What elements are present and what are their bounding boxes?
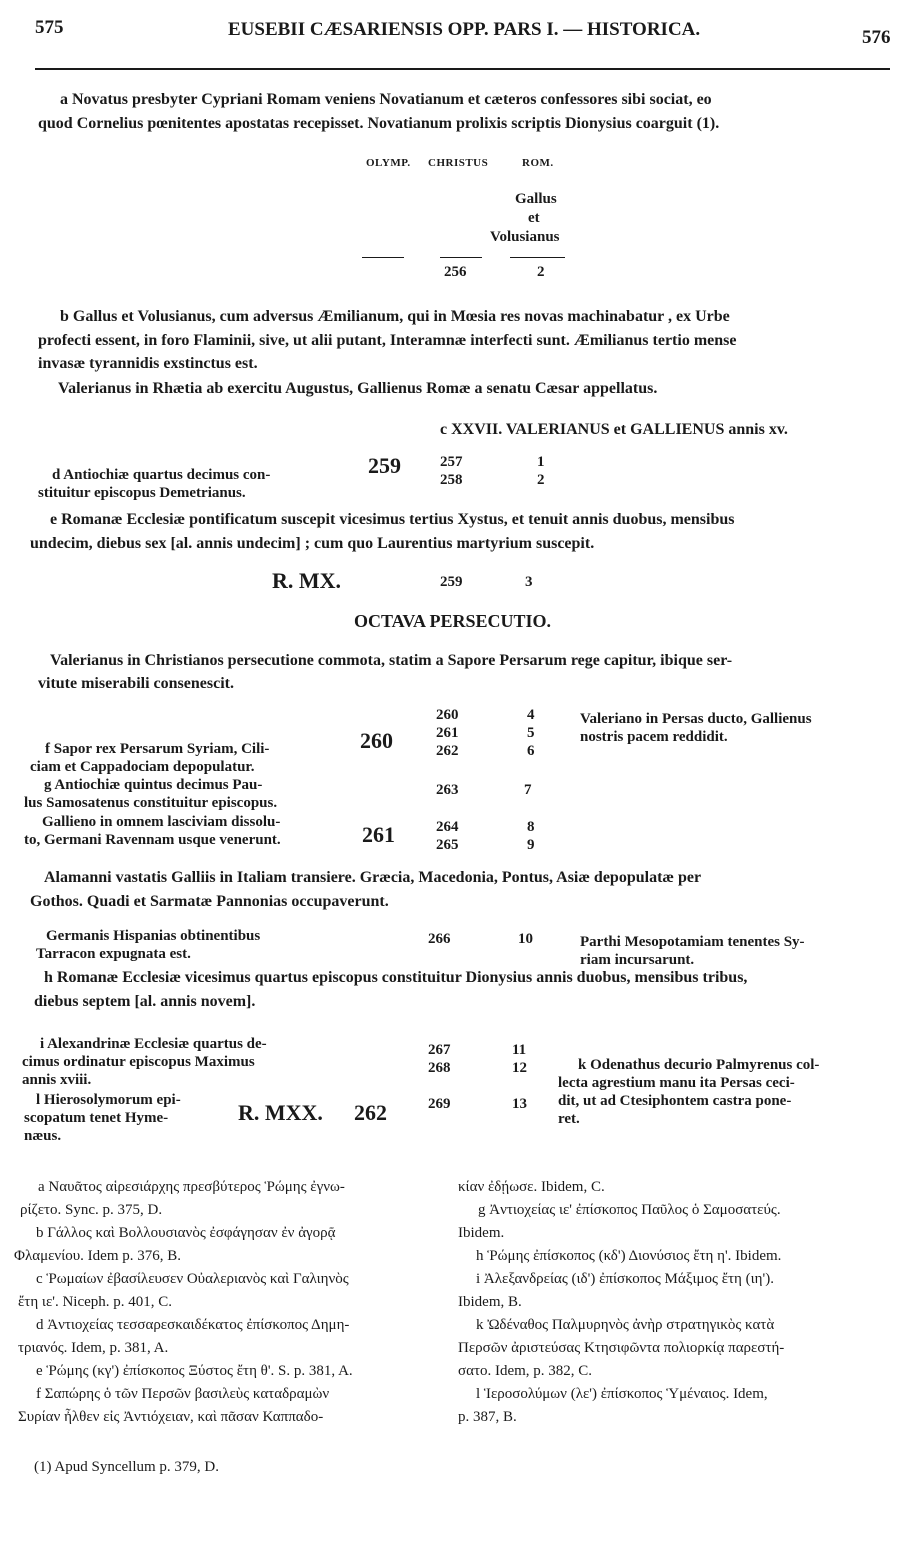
para-d-line-1: d Antiochiæ quartus decimus con- xyxy=(52,467,271,483)
year-christus: 264 xyxy=(436,819,459,835)
footnote-left-line: Συρίαν ἦλθεν εἰς Ἀντιόχειαν, καὶ πᾶσαν Καππαδο- xyxy=(18,1409,324,1425)
footnote-right-line: p. 387, B. xyxy=(458,1409,517,1425)
year-christus: 262 xyxy=(436,743,459,759)
year-christus: 265 xyxy=(436,837,459,853)
para-f-line-2: ciam et Cappadociam depopulatur. xyxy=(30,759,255,775)
para-alamanni-line-1: Alamanni vastatis Galliis in Italiam transiere. Græcia, Macedonia, Pontus, Asiæ depopulatæ per xyxy=(44,869,702,886)
year-rom: 13 xyxy=(512,1096,527,1112)
footnote-left-line: Φλαμενίου. Idem p. 376, B. xyxy=(14,1248,182,1264)
year-christus: 258 xyxy=(440,472,463,488)
footnote-left-line: b Γάλλος καὶ Βολλουσιανὸς ἐσφάγησαν ἐν ἀγορᾷ xyxy=(36,1225,336,1241)
footnote-right-line: i Ἀλεξανδρείας (ιδ') ἐπίσκοπος Μάξιμος ἔτη (ιη'). xyxy=(476,1271,774,1287)
year-rom: 6 xyxy=(527,743,535,759)
page-number-left: 575 xyxy=(35,17,64,38)
para-e-line-2: undecim, diebus sex [al. annis undecim] ; cum quo Laurentius martyrium suscepit. xyxy=(30,535,595,552)
year-rom: 11 xyxy=(512,1042,527,1058)
para-h-line-2: diebus septem [al. annis novem]. xyxy=(34,993,256,1010)
para-germani-line-2: Tarracon expugnata est. xyxy=(36,946,191,962)
dash-olymp xyxy=(362,257,404,258)
para-a-line-1: a Novatus presbyter Cypriani Romam veniens Novatianum et cæteros confessores sibi sociat, eo xyxy=(60,91,712,108)
gallus-line-3: Volusianus xyxy=(490,229,560,245)
valeriano-note-line-2: nostris pacem reddidit. xyxy=(580,729,728,745)
footnote-left-line: ἔτη ιε'. Niceph. p. 401, C. xyxy=(18,1294,173,1310)
year-christus: 266 xyxy=(428,931,451,947)
olymp-259: 259 xyxy=(368,453,401,478)
para-k-line-3: dit, ut ad Ctesiphontem castra pone- xyxy=(558,1093,792,1109)
footnote-right-line: Ibidem, B. xyxy=(458,1294,522,1310)
para-k-line-1: k Odenathus decurio Palmyrenus col- xyxy=(578,1057,820,1073)
year-rom: 12 xyxy=(512,1060,527,1076)
year-rom: 8 xyxy=(527,819,535,835)
year-christus: 267 xyxy=(428,1042,451,1058)
column-olymp: OLYMP. xyxy=(366,157,411,169)
year-rom: 9 xyxy=(527,837,535,853)
footnote-right-line: κίαν ἐδῄωσε. Ibidem, C. xyxy=(458,1179,605,1195)
footnote-left-line: ρίζετο. Sync. p. 375, D. xyxy=(20,1202,163,1218)
para-persecutio-line-2: vitute miserabili consenescit. xyxy=(38,675,234,692)
olymp-262: 262 xyxy=(354,1100,387,1125)
para-gallieno-line-1: Gallieno in omnem lasciviam dissolu- xyxy=(42,814,281,830)
year-rom: 10 xyxy=(518,931,533,947)
para-f-line-1: f Sapor rex Persarum Syriam, Cili- xyxy=(45,741,270,757)
year-rom: 3 xyxy=(525,574,533,590)
dash-rom xyxy=(510,257,565,258)
parthi-note-line-1: Parthi Mesopotamiam tenentes Sy- xyxy=(580,934,805,950)
year-rom: 4 xyxy=(527,707,535,723)
dash-christus xyxy=(440,257,482,258)
para-germani-line-1: Germanis Hispanias obtinentibus xyxy=(46,928,261,944)
footnote-left-line: f Σαπώρης ὁ τῶν Περσῶν βασιλεὺς καταδραμὼν xyxy=(36,1386,330,1402)
para-alamanni-line-2: Gothos. Quadi et Sarmatæ Pannonias occupaverunt. xyxy=(30,893,389,910)
year-christus: 269 xyxy=(428,1096,451,1112)
para-a-line-2: quod Cornelius pœnitentes apostatas recepisset. Novatianum prolixis scriptis Dionysius coarguit (1). xyxy=(38,115,720,132)
gallus-line-1: Gallus xyxy=(515,191,557,207)
para-l-line-1: l Hierosolymorum epi- xyxy=(36,1092,181,1108)
year-christus: 260 xyxy=(436,707,459,723)
footnote-right-line: Περσῶν ἀριστεύσας Κτησιφῶντα πολιορκίᾳ παρεστή- xyxy=(458,1340,785,1356)
header-rule xyxy=(35,68,890,70)
para-i-line-2: cimus ordinatur episcopus Maximus xyxy=(22,1054,255,1070)
para-e-line-1: e Romanæ Ecclesiæ pontificatum suscepit vicesimus tertius Xystus, et tenuit annis duobus, mensibus xyxy=(50,511,735,528)
footnote-left-line: τριανός. Idem, p. 381, A. xyxy=(18,1340,169,1356)
rmx-label: R. MX. xyxy=(272,568,342,593)
para-l-line-2: scopatum tenet Hyme- xyxy=(24,1110,169,1126)
year-christus: 268 xyxy=(428,1060,451,1076)
year-christus: 259 xyxy=(440,574,463,590)
rmxx-label: R. MXX. xyxy=(238,1100,323,1125)
para-l-line-3: næus. xyxy=(24,1128,62,1144)
para-valerianus: Valerianus in Rhætia ab exercitu Augustus, Gallienus Romæ a senatu Cæsar appellatus. xyxy=(58,380,658,397)
para-k-line-4: ret. xyxy=(558,1111,580,1127)
footnote-right-line: Ibidem. xyxy=(458,1225,505,1241)
footnote-right-line: g Ἀντιοχείας ιε' ἐπίσκοπος Παῦλος ὁ Σαμοσατεύς. xyxy=(478,1202,781,1218)
footnote-left-line: c Ῥωμαίων ἐβασίλευσεν Οὐαλεριανὸς καὶ Γαλιηνὸς xyxy=(36,1271,349,1287)
column-christus: CHRISTUS xyxy=(428,157,489,169)
olymp-260: 260 xyxy=(360,728,393,753)
footnote-left-line: d Ἀντιοχείας τεσσαρεσκαιδέκατος ἐπίσκοπος Δημη- xyxy=(36,1317,350,1333)
footnote-right-line: k Ὠδέναθος Παλμυρηνὸς ἀνὴρ στρατηγικὸς κατὰ xyxy=(476,1317,775,1333)
parthi-note-line-2: riam incursarunt. xyxy=(580,952,695,968)
para-b-line-2: profecti essent, in foro Flaminii, sive, ut alii putant, Interamnæ interfecti sunt. Æmilianus tertio mense xyxy=(38,332,737,349)
heading-c: c XXVII. VALERIANUS et GALLIENUS annis xv. xyxy=(440,421,788,438)
para-persecutio-line-1: Valerianus in Christianos persecutione commota, statim a Sapore Persarum rege capitur, ibique ser- xyxy=(50,652,733,669)
footnote-left-line: a Ναυᾶτος αἱρεσιάρχης πρεσβύτερος Ῥώμης ἐγνω- xyxy=(38,1179,345,1195)
running-title: EUSEBII CÆSARIENSIS OPP. PARS I. — HISTORICA. xyxy=(228,19,701,40)
para-h-line-1: h Romanæ Ecclesiæ vicesimus quartus episcopus constituitur Dionysius annis duobus, mensibus tribus, xyxy=(44,969,748,986)
year-christus: 263 xyxy=(436,782,459,798)
para-b-line-3: invasæ tyrannidis exstinctus est. xyxy=(38,355,258,372)
gallus-line-2: et xyxy=(528,210,540,226)
footnote-1: (1) Apud Syncellum p. 379, D. xyxy=(34,1459,219,1475)
year-rom: 7 xyxy=(524,782,532,798)
year-rom: 2 xyxy=(537,472,545,488)
para-g-line-2: lus Samosatenus constituitur episcopus. xyxy=(24,795,278,811)
footnote-left-line: e Ῥώμης (κγ') ἐπίσκοπος Ξύστος ἔτη θ'. S. p. 381, A. xyxy=(36,1363,353,1379)
year-christus: 257 xyxy=(440,454,463,470)
para-i-line-1: i Alexandrinæ Ecclesiæ quartus de- xyxy=(40,1036,267,1052)
footnote-right-line: h Ῥώμης ἐπίσκοπος (κδ') Διονύσιος ἔτη η'. Ibidem. xyxy=(476,1248,782,1264)
para-g-line-1: g Antiochiæ quintus decimus Pau- xyxy=(44,777,263,793)
para-i-line-3: annis xviii. xyxy=(22,1072,92,1088)
section-heading: OCTAVA PERSECUTIO. xyxy=(354,611,552,631)
column-rom: ROM. xyxy=(522,157,554,169)
para-k-line-2: lecta agrestium manu ita Persas ceci- xyxy=(558,1075,795,1091)
para-d-line-2: stituitur episcopus Demetrianus. xyxy=(38,485,246,501)
para-gallieno-line-2: to, Germani Ravennam usque venerunt. xyxy=(24,832,281,848)
footnote-right-line: l Ἱεροσολύμων (λε') ἐπίσκοπος Ὑμέναιος. Idem, xyxy=(476,1386,768,1402)
page-number-right: 576 xyxy=(862,27,891,48)
year-christus: 256 xyxy=(444,264,467,280)
year-rom: 1 xyxy=(537,454,545,470)
year-rom: 2 xyxy=(537,264,545,280)
olymp-261: 261 xyxy=(362,822,395,847)
year-rom: 5 xyxy=(527,725,535,741)
year-christus: 261 xyxy=(436,725,459,741)
footnote-right-line: σατο. Idem, p. 382, C. xyxy=(458,1363,593,1379)
valeriano-note-line-1: Valeriano in Persas ducto, Gallienus xyxy=(580,711,812,727)
para-b-line-1: b Gallus et Volusianus, cum adversus Æmilianum, qui in Mœsia res novas machinabatur , ex Urbe xyxy=(60,308,730,325)
